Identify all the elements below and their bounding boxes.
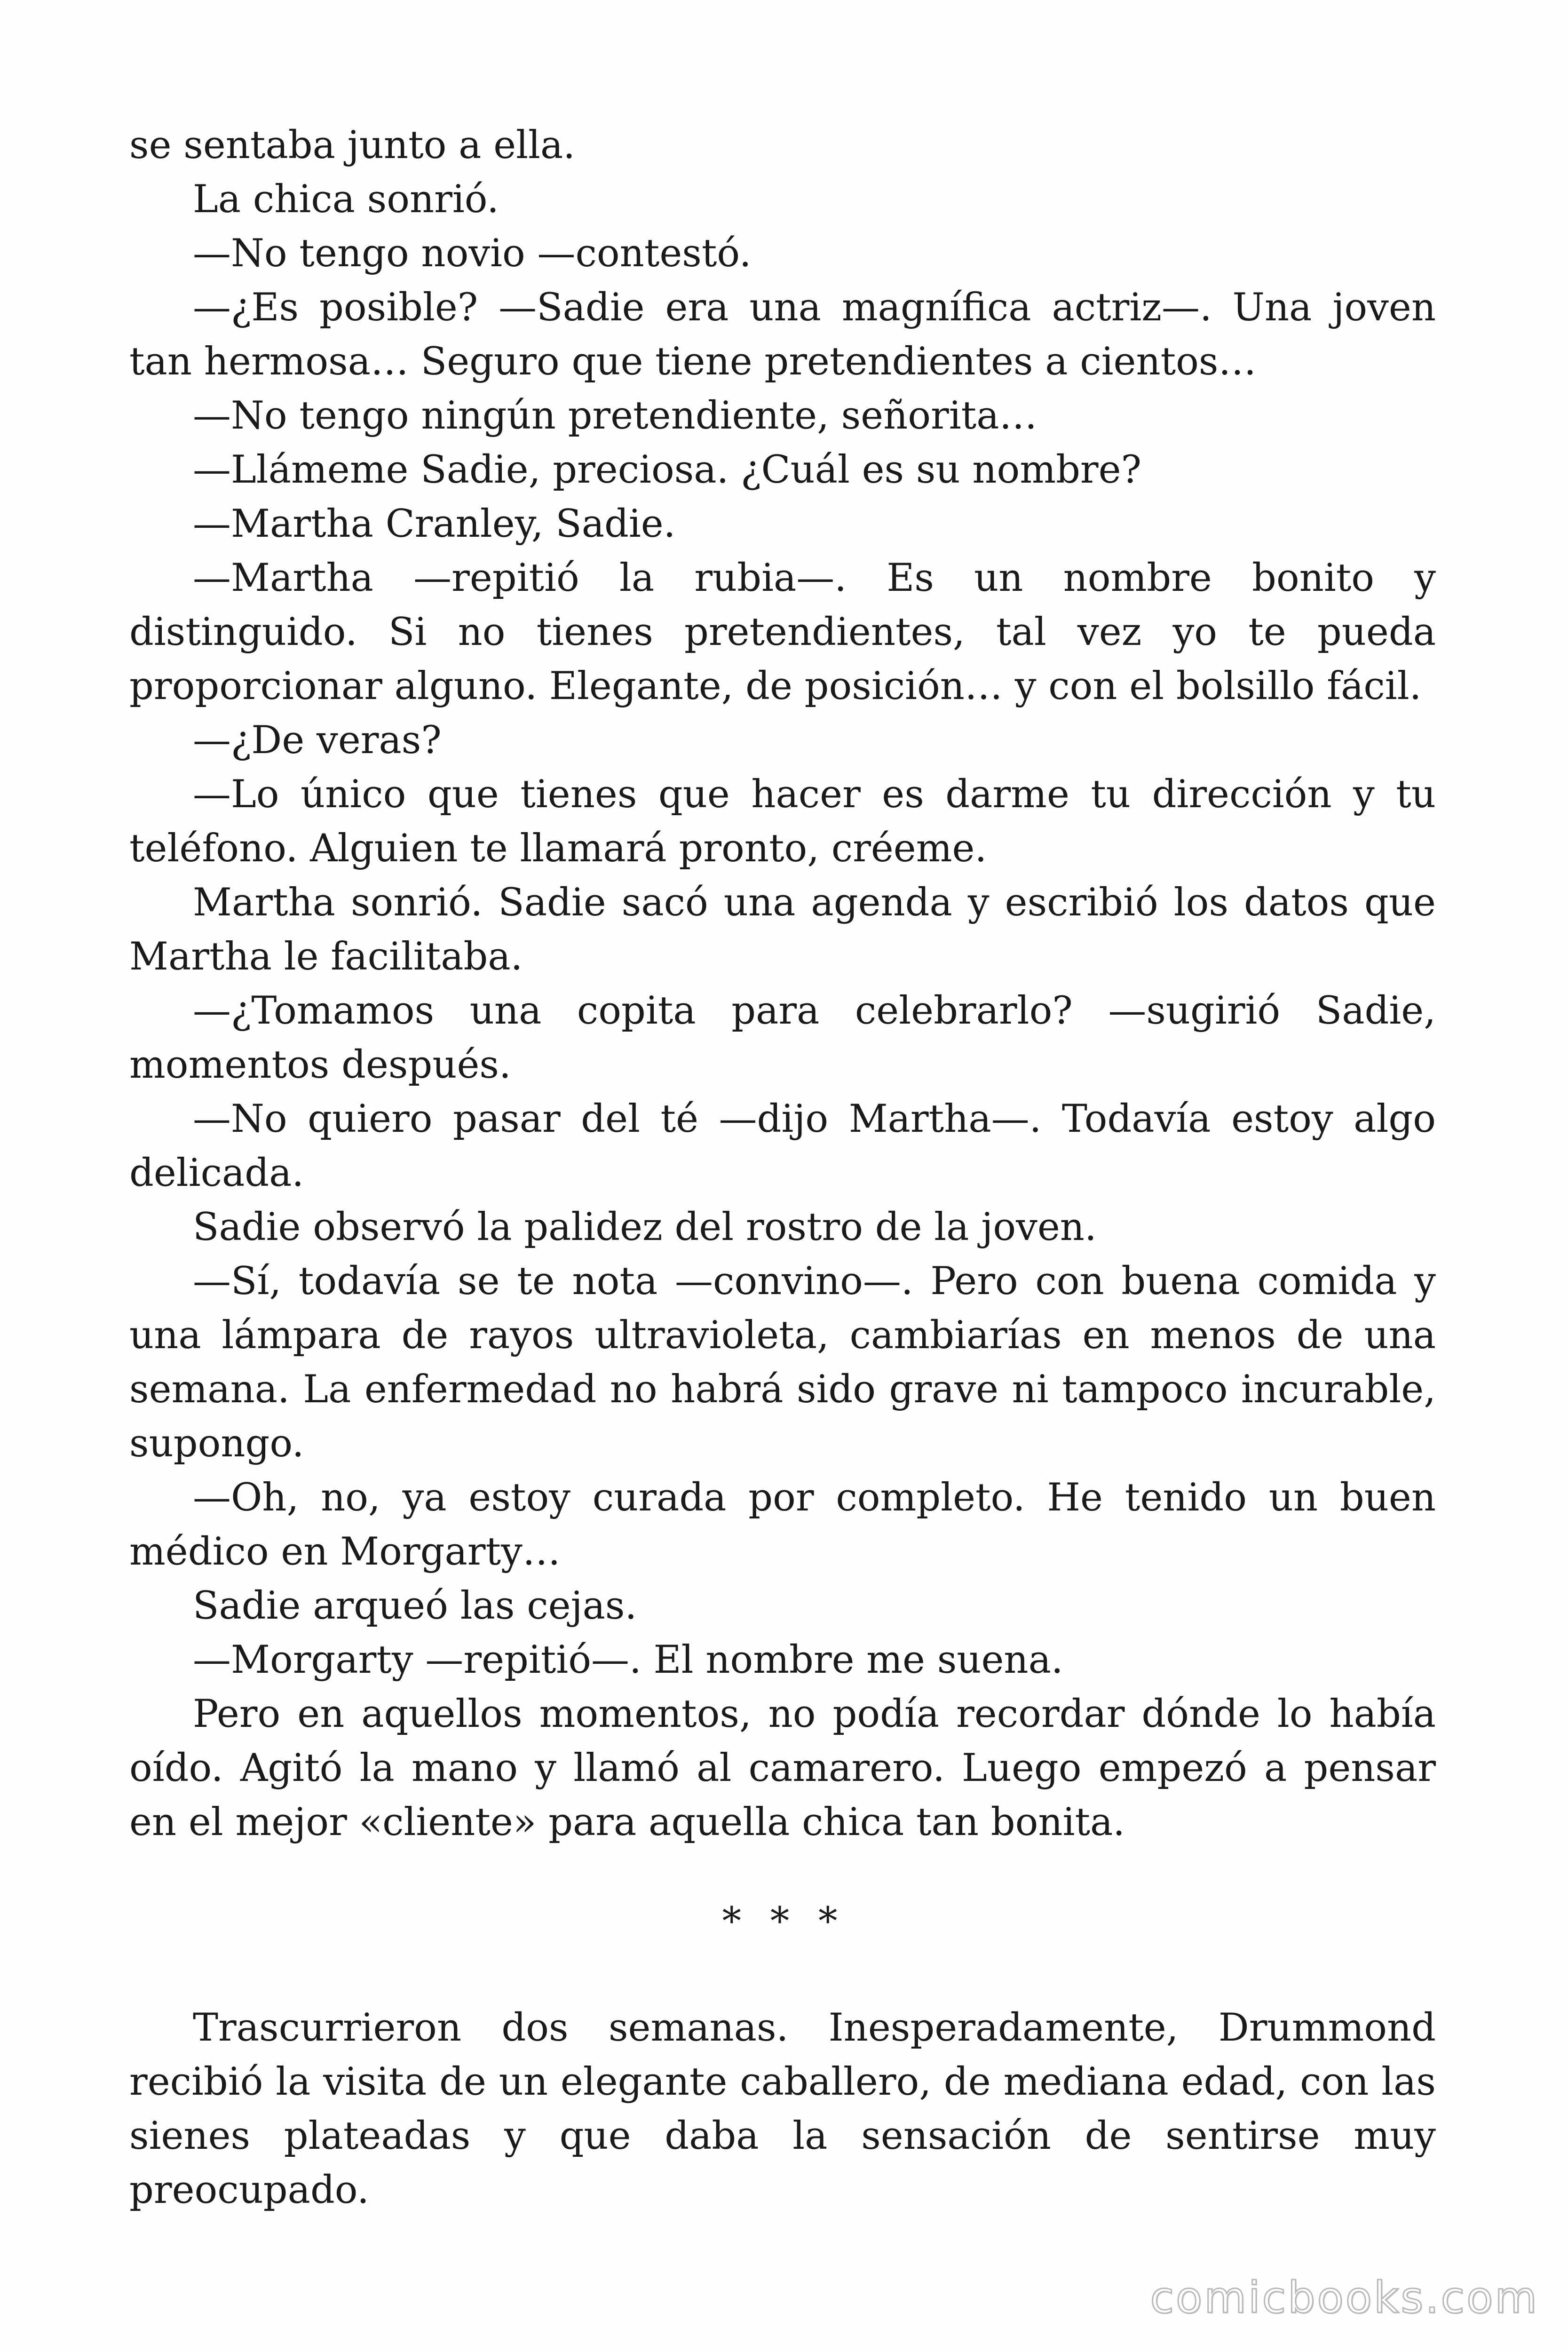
paragraph: —Martha —repitió la rubia—. Es un nombre bonito y distinguido. Si no tienes pretendientes, tal vez yo te pueda proporcionar alguno. Elegante, de posición… y con el bolsillo fácil. — [129, 556, 1436, 708]
body-text-top — [129, 119, 1436, 1850]
paragraph: se sentaba junto a ella. — [129, 123, 575, 167]
paragraph: —Oh, no, ya estoy curada por completo. He tenido un buen médico en Morgarty… — [129, 1476, 1436, 1574]
paragraph: Sadie observó la palidez del rostro de la joven. — [193, 1205, 1097, 1249]
paragraph: —No tengo novio —contestó. — [193, 231, 752, 276]
paragraph: —¿Es posible? —Sadie era una magnífica actriz—. Una joven tan hermosa… Seguro que tiene pretendientes a cientos… — [129, 286, 1436, 384]
site-watermark: comicbooks.com — [1150, 2273, 1539, 2323]
paragraph: —Lo único que tienes que hacer es darme tu dirección y tu teléfono. Alguien te llamará pronto, créeme. — [129, 772, 1436, 871]
paragraph: Trascurrieron dos semanas. Inesperadamente, Drummond recibió la visita de un elegante caballero, de mediana edad, con las sienes plateadas y que daba la sensación de sentirse muy preocupado. — [129, 2006, 1436, 2212]
paragraph: —¿De veras? — [193, 718, 442, 763]
section-separator: * * * — [722, 1899, 846, 1944]
paragraph: Martha sonrió. Sadie sacó una agenda y escribió los datos que Martha le facilitaba. — [129, 881, 1436, 979]
paragraph: —Martha Cranley, Sadie. — [193, 502, 676, 546]
paragraph: —Morgarty —repitió—. El nombre me suena. — [193, 1638, 1063, 1682]
body-text-bottom — [129, 2001, 1436, 2217]
paragraph: —No tengo ningún pretendiente, señorita… — [193, 394, 1037, 438]
paragraph: —No quiero pasar del té —dijo Martha—. Todavía estoy algo delicada. — [129, 1097, 1436, 1195]
paragraph: —¿Tomamos una copita para celebrarlo? —sugirió Sadie, momentos después. — [129, 989, 1436, 1087]
paragraph: Pero en aquellos momentos, no podía recordar dónde lo había oído. Agitó la mano y llamó al camarero. Luego empezó a pensar en el mejor «cliente» para aquella chica tan bonita. — [129, 1692, 1436, 1844]
paragraph: —Sí, todavía se te nota —convino—. Pero con buena comida y una lámpara de rayos ultravioleta, cambiarías en menos de una semana. La enfermedad no habrá sido grave ni tampoco incurable, supongo. — [129, 1259, 1436, 1466]
paragraph: —Llámeme Sadie, preciosa. ¿Cuál es su nombre? — [193, 448, 1142, 492]
paragraph: La chica sonrió. — [193, 177, 499, 222]
paragraph: Sadie arqueó las cejas. — [193, 1584, 637, 1628]
